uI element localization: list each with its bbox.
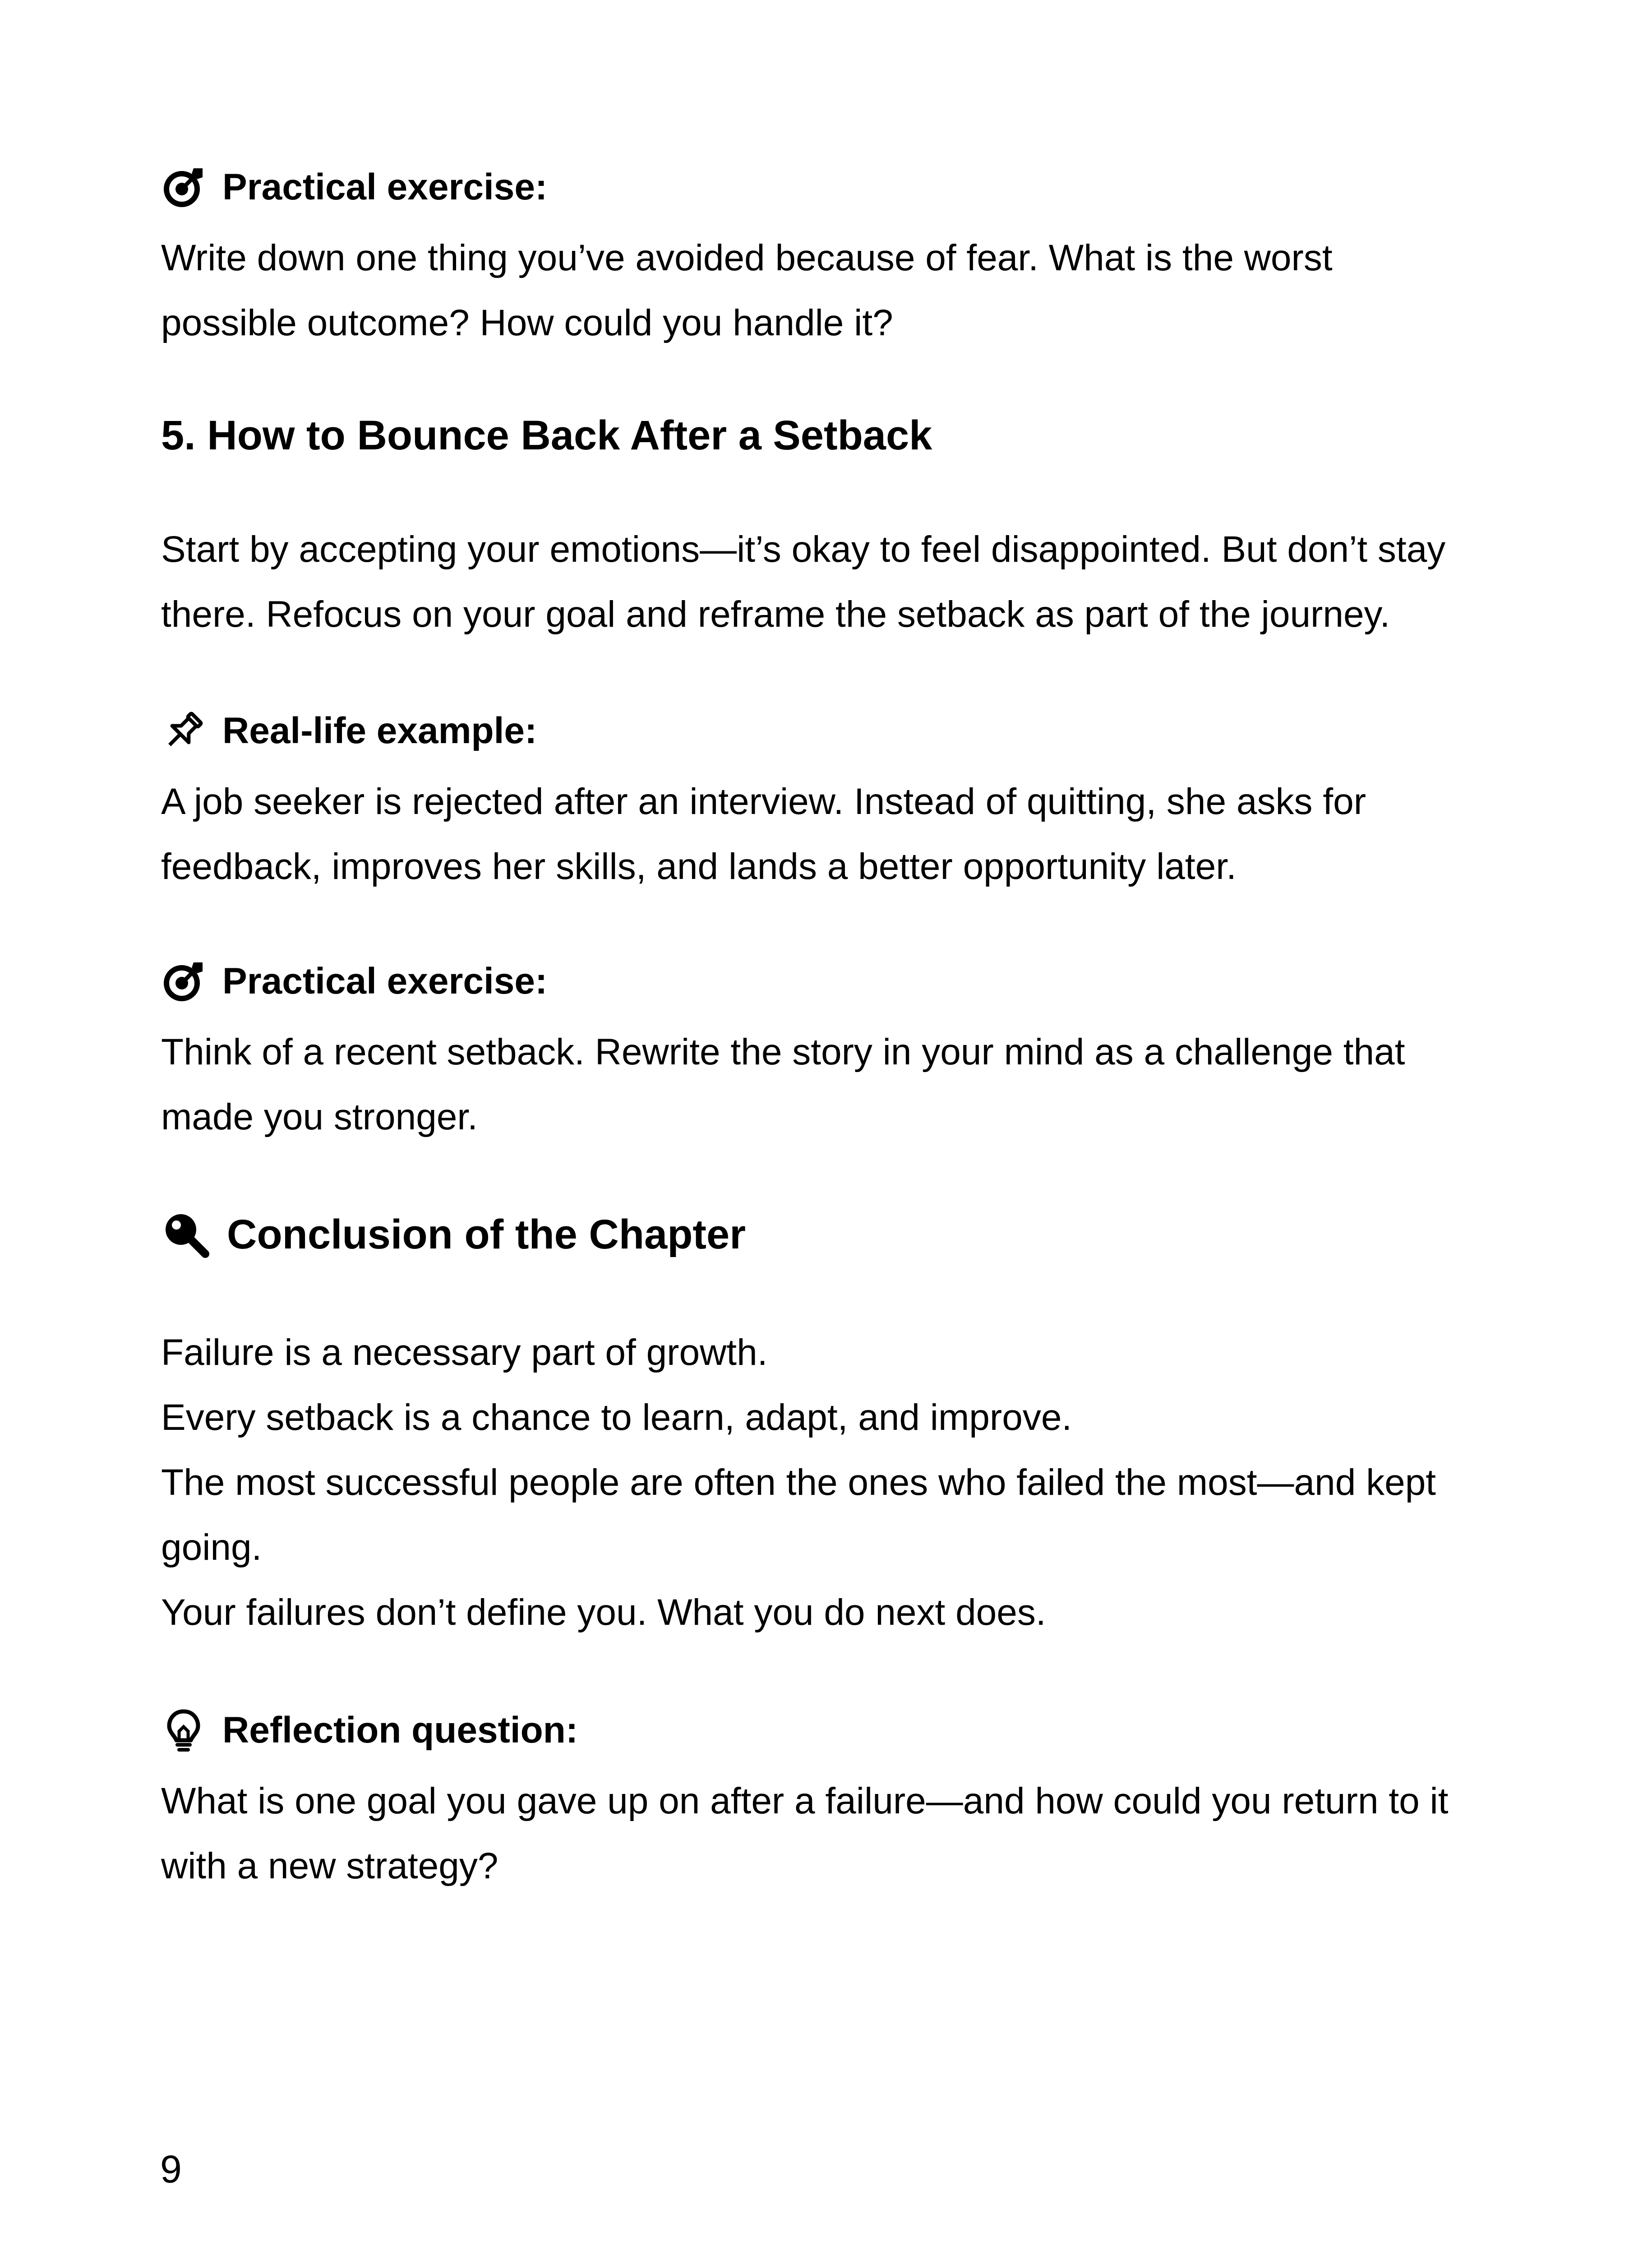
pushpin-icon — [161, 708, 206, 754]
paragraph-line: made you stronger. — [161, 1096, 478, 1137]
page-number: 9 — [160, 2148, 182, 2191]
paragraph-line: possible outcome? How could you handle it? — [161, 302, 893, 343]
paragraph-line: feedback, improves her skills, and lands a better opportunity later. — [161, 846, 1237, 887]
magnifying-glass-icon — [161, 1210, 211, 1259]
real-life-example-label: Real-life example: — [161, 708, 537, 754]
lightbulb-icon — [161, 1708, 206, 1753]
paragraph-line: Your failures don’t define you. What you do next does. — [161, 1592, 1046, 1633]
target-dart-icon — [161, 165, 206, 210]
paragraph-line: going. — [161, 1527, 262, 1568]
paragraph-line: with a new strategy? — [161, 1845, 498, 1886]
chapter-conclusion-heading: Conclusion of the Chapter — [161, 1207, 746, 1262]
paragraph-line: there. Refocus on your goal and reframe the setback as part of the journey. — [161, 594, 1390, 635]
reflection-question-label: Reflection question: — [161, 1708, 578, 1753]
paragraph-line: The most successful people are often the ones who failed the most—and kept — [161, 1462, 1436, 1503]
paragraph-line: Think of a recent setback. Rewrite the story in your mind as a challenge that — [161, 1031, 1405, 1073]
practical-exercise-label: Practical exercise: — [161, 165, 547, 210]
section-heading: 5. How to Bounce Back After a Setback — [161, 412, 932, 458]
paragraph-line: Write down one thing you’ve avoided because of fear. What is the worst — [161, 237, 1333, 278]
practical-exercise-label: Practical exercise: — [161, 959, 547, 1004]
target-dart-icon — [161, 959, 206, 1004]
paragraph-line: Failure is a necessary part of growth. — [161, 1332, 768, 1373]
paragraph-line: A job seeker is rejected after an interview. Instead of quitting, she asks for — [161, 781, 1366, 822]
paragraph-line: Every setback is a chance to learn, adapt, and improve. — [161, 1397, 1072, 1438]
paragraph-line: What is one goal you gave up on after a failure—and how could you return to it — [161, 1780, 1449, 1821]
paragraph-line: Start by accepting your emotions—it’s okay to feel disappointed. But don’t stay — [161, 529, 1446, 570]
